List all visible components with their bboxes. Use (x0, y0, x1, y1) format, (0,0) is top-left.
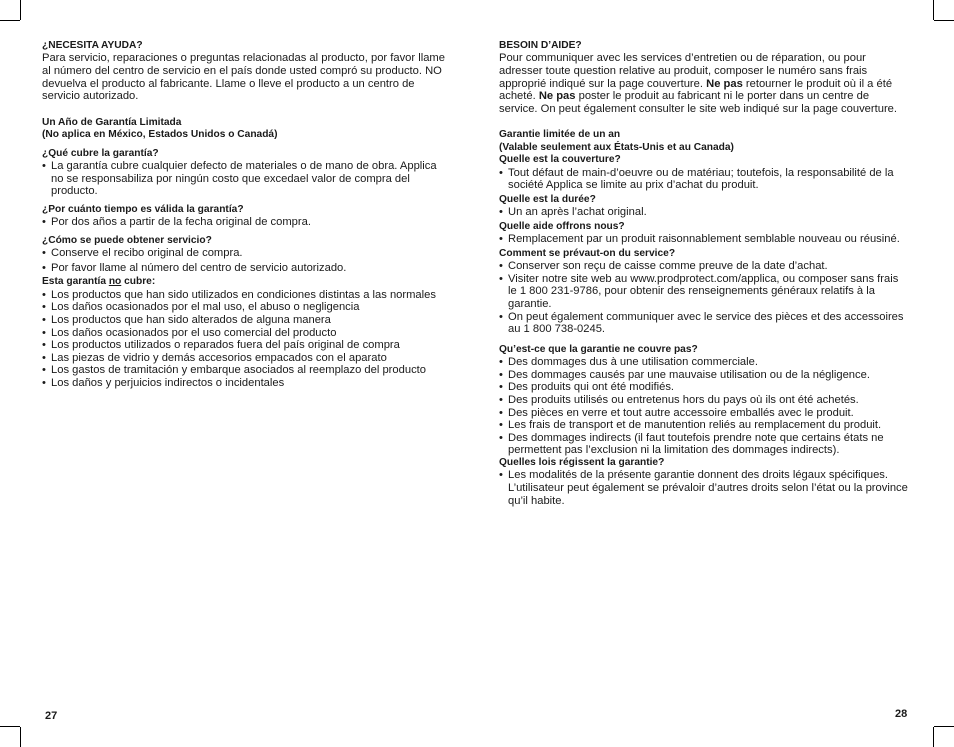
question-not-covered (42, 276, 452, 288)
warranty-title: Garantie limitée de un an (499, 129, 621, 141)
list-item: • Des dommages causés par une mauvaise utilisation ou de la négligence. (499, 369, 909, 382)
page-27-column (42, 40, 452, 390)
help-text-bold: Ne pas (538, 90, 576, 103)
crop-mark (20, 727, 21, 747)
help-text-part: poster le produit au fabricant ni le porter dans un centre de service. On peut également consulter le site web indiqué sur la page couverture. (499, 90, 898, 115)
warranty-title: Un Año de Garantía Limitada (42, 116, 182, 128)
question-not-covered: Qu’est-ce que la garantie ne couvre pas? (499, 343, 698, 355)
list-item: • Los productos que han sido utilizados en condiciones distintas a las normales (42, 289, 452, 302)
question-coverage: ¿Qué cubre la garantía? (42, 147, 159, 159)
question-service: Comment se prévaut-on du service? (499, 247, 676, 259)
not-covered-pre: Esta garantía (42, 276, 109, 288)
crop-mark (0, 726, 20, 727)
question-help: Quelle aide offrons nous? (499, 220, 625, 232)
question-laws: Quelles lois régissent la garantie? (499, 456, 665, 468)
list-item: • Des produits qui ont été modifiés. (499, 381, 909, 394)
help-heading: ¿NECESITA AYUDA? (42, 40, 143, 51)
question-duration: ¿Por cuánto tiempo es válida la garantía? (42, 203, 244, 215)
list-item: • Les frais de transport et de manutention reliés au remplacement du produit. (499, 419, 909, 432)
list-item: • Tout défaut de main-d’oeuvre ou de matériau; toutefois, la responsabilité de la société Applica se limite au prix d’achat du produit. (499, 167, 909, 192)
question-duration: Quelle est la durée? (499, 193, 596, 205)
list-item: • Un an après l’achat original. (499, 206, 909, 219)
crop-mark (20, 0, 21, 20)
list-item: • Las piezas de vidrio y demás accesorios empacados con el aparato (42, 352, 452, 365)
help-text-part: Pour communiquer avec les services d’entretien ou de réparation, ou pour adresser toute question relative au produit, composer le numéro sans frais approprié indiqué sur la page couverture. (499, 52, 868, 90)
list-item: • Los daños y perjuicios indirectos o incidentales (42, 377, 452, 390)
help-text: Para servicio, reparaciones o preguntas relacionadas al producto, por favor llame al número del centro de servicio en el país donde usted compró su producto. NO devuelva el producto al fabricante. Llame o lleve el producto a un centro de servicio autorizado. (42, 52, 445, 103)
crop-mark (934, 726, 954, 727)
list-item: • Les modalités de la présente garantie donnent des droits légaux spécifiques. L’utilisateur peut également se prévaloir d’autres droits selon l’état ou la province qu’il habite. (499, 469, 909, 507)
list-item: • Los productos utilizados o reparados fuera del país original de compra (42, 339, 452, 352)
help-text-part: retourner le produit où il a été acheté. (499, 77, 893, 103)
question-service: ¿Cómo se puede obtener servicio? (42, 234, 212, 246)
list-item: • Remplacement par un produit raisonnablement semblable nouveau ou réusiné. (499, 233, 909, 246)
list-item: • On peut également communiquer avec le service des pièces et des accessoires au 1 800 738-0245. (499, 311, 909, 336)
page-number-right: 28 (895, 708, 908, 720)
list-item: • Des produits utilisés ou entretenus hors du pays où ils ont été achetés. (499, 394, 909, 407)
page-number-left: 27 (45, 710, 58, 722)
crop-mark (934, 20, 954, 21)
list-item: • Por favor llame al número del centro de servicio autorizado. (42, 262, 452, 275)
question-coverage: Quelle est la couverture? (499, 154, 621, 166)
list-item: • La garantía cubre cualquier defecto de materiales o de mano de obra. Applica no se responsabiliza por ningún costo que excedael valor de compra del producto. (42, 160, 452, 198)
list-item: • Des pièces en verre et tout autre accessoire emballés avec le produit. (499, 407, 909, 420)
crop-mark (0, 20, 20, 21)
list-item: • Los daños ocasionados por el uso comercial del producto (42, 327, 452, 340)
help-heading: BESOIN D’AIDE? (499, 40, 582, 51)
list-item: • Los productos que han sido alterados de alguna manera (42, 314, 452, 327)
list-item: • Visiter notre site web au www.prodprotect.com/applica, ou composer sans frais le 1 800 231-9786, pour obtenir des renseignements généraux relatifs à la garantie. (499, 273, 909, 311)
warranty-subtitle: (No aplica en México, Estados Unidos o Canadá) (42, 129, 278, 141)
crop-mark (933, 0, 934, 20)
list-item: • Los gastos de tramitación y embarque asociados al reemplazo del producto (42, 364, 452, 377)
warranty-subtitle: (Valable seulement aux États-Unis et au Canada) (499, 141, 734, 153)
list-item: • Des dommages indirects (il faut toutefois prendre note que certains états ne permettent pas l’exclusion ni la limitation des dommages indirects). (499, 432, 909, 457)
page-28-column (499, 40, 909, 507)
help-text (499, 52, 909, 115)
list-item: • Los daños ocasionados por el mal uso, el abuso o negligencia (42, 301, 452, 314)
not-covered-underline: no (108, 276, 122, 288)
list-item: • Conserve el recibo original de compra. (42, 247, 452, 260)
list-item: • Conserver son reçu de caisse comme preuve de la date d’achat. (499, 260, 909, 273)
crop-mark (933, 727, 934, 747)
list-item: • Des dommages dus à une utilisation commerciale. (499, 356, 909, 369)
help-text-bold: Ne pas (706, 77, 743, 90)
list-item: • Por dos años a partir de la fecha original de compra. (42, 216, 452, 229)
not-covered-post: cubre: (121, 276, 156, 288)
